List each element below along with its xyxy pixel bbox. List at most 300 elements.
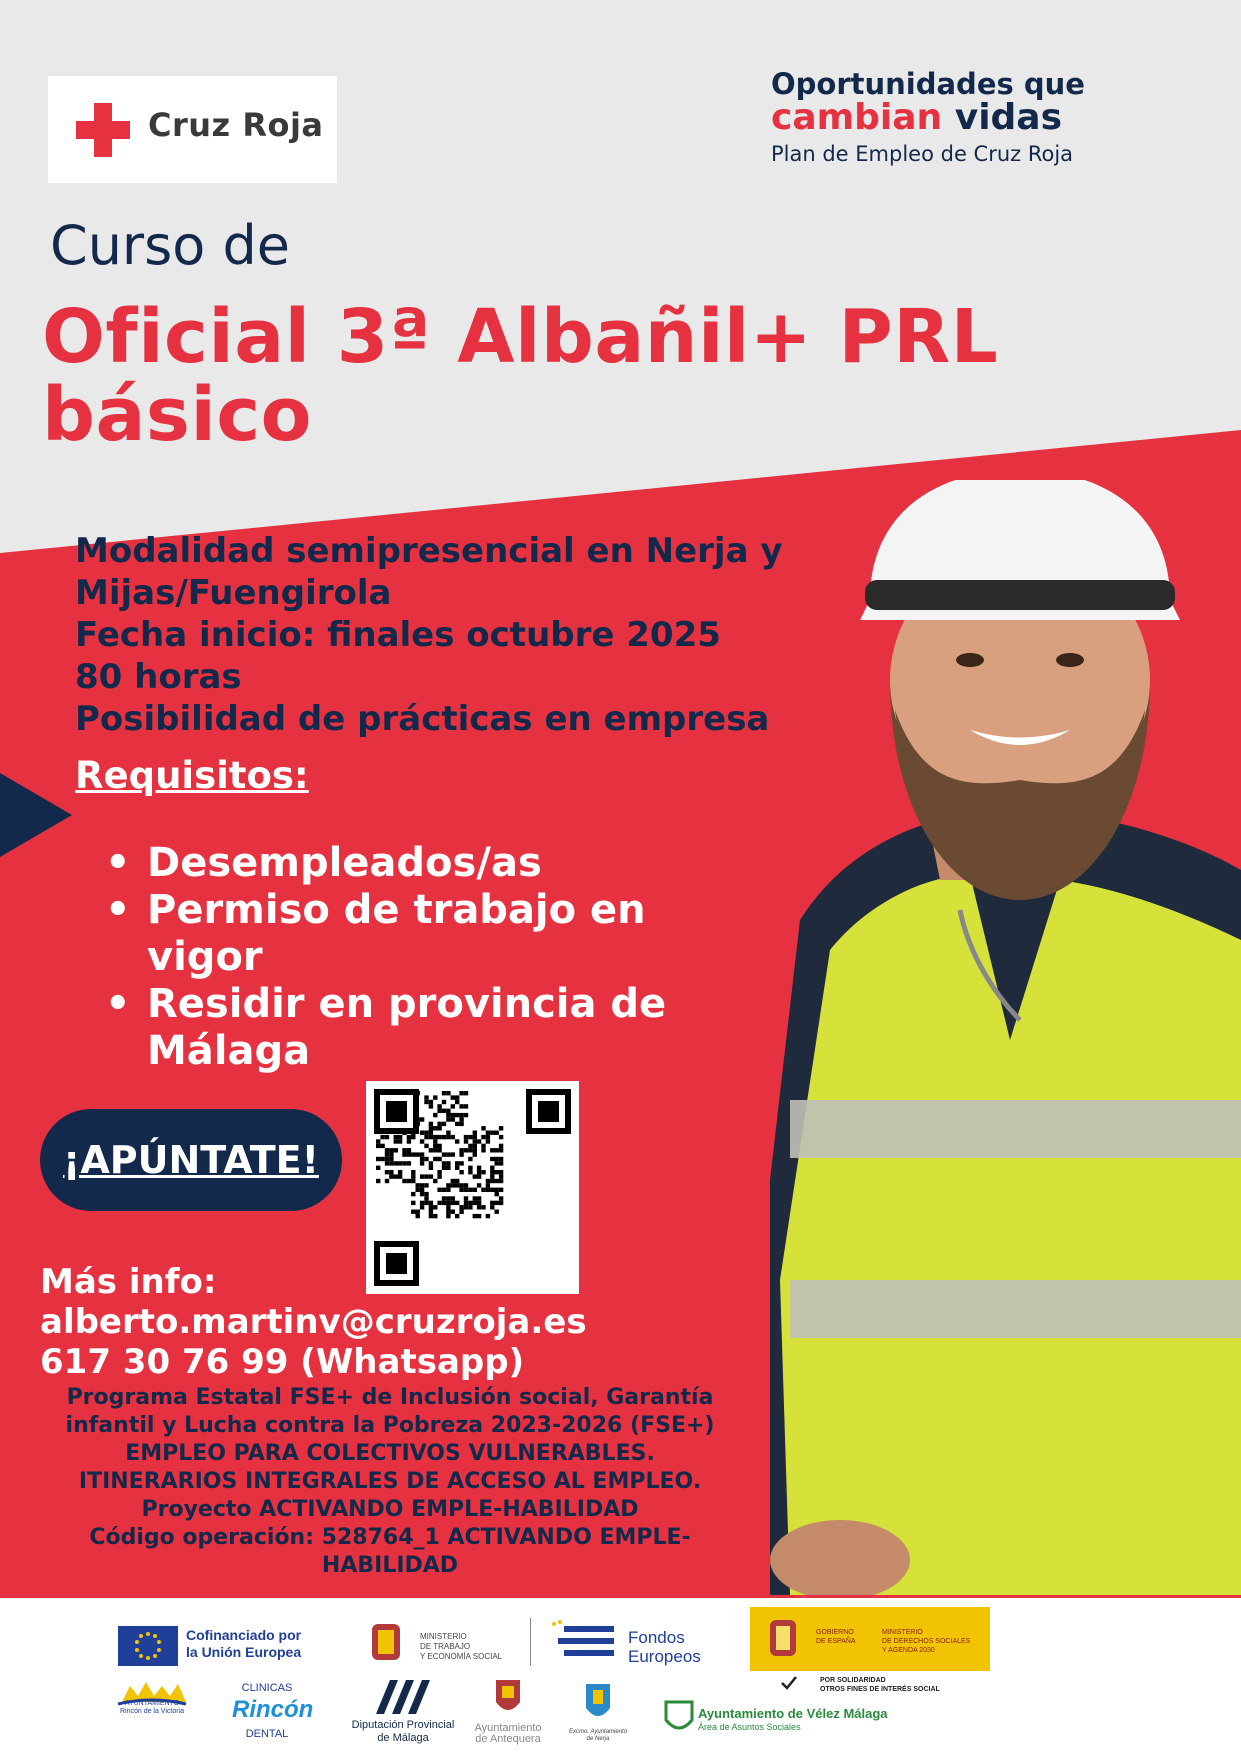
rincon-victoria-line: AYUNTAMIENTO (124, 1700, 180, 1707)
program-line: ITINERARIOS INTEGRALES DE ACCESO AL EMPLEO. (78, 1469, 702, 1494)
detail-line: Posibilidad de prácticas en empresa (75, 699, 770, 739)
divider (530, 1618, 531, 1666)
rincon-victoria-text (112, 1700, 192, 1716)
qr-module (416, 1183, 420, 1187)
qr-module (437, 1170, 441, 1174)
qr-module (411, 1174, 415, 1178)
qr-module (437, 1104, 441, 1108)
qr-module (464, 1188, 468, 1192)
course-details (75, 530, 783, 740)
gobierno-text (816, 1628, 856, 1646)
qr-module (424, 1135, 428, 1139)
qr-module (433, 1144, 437, 1148)
qr-module (424, 1192, 428, 1196)
program-line: HABILIDAD (321, 1553, 459, 1578)
fondos-line: Fondos (628, 1628, 685, 1647)
qr-module (477, 1201, 481, 1205)
qr-module (420, 1157, 424, 1161)
qr-module (402, 1152, 406, 1156)
course-pretitle: Curso de (50, 214, 290, 277)
qr-module (481, 1188, 485, 1192)
qr-module (473, 1188, 477, 1192)
qr-module (446, 1117, 450, 1121)
qr-module (429, 1148, 433, 1152)
qr-module (459, 1117, 463, 1121)
contact-phone[interactable]: 617 30 76 99 (Whatsapp) (40, 1342, 525, 1382)
qr-module (473, 1201, 477, 1205)
eu-flag-icon (118, 1626, 178, 1666)
qr-module (459, 1091, 463, 1095)
qr-module (442, 1152, 446, 1156)
requirement-item: • Permiso de trabajo en vigor (105, 887, 705, 981)
qr-module (380, 1135, 384, 1139)
diputacion-line: Diputación Provincial (351, 1719, 455, 1731)
qr-module (424, 1144, 428, 1148)
dental-text: DENTAL (245, 1728, 289, 1740)
qr-module (446, 1183, 450, 1187)
contact-label: Más info: (40, 1262, 217, 1302)
qr-module (499, 1126, 503, 1130)
qr-module (459, 1104, 463, 1108)
diputacion-line: de Málaga (377, 1732, 429, 1744)
qr-module (446, 1109, 450, 1113)
qr-module (455, 1183, 459, 1187)
solidaridad-text (820, 1676, 940, 1694)
qr-module (398, 1135, 402, 1139)
qr-module (385, 1170, 389, 1174)
qr-module (389, 1161, 393, 1165)
qr-module (429, 1104, 433, 1108)
qr-module (411, 1201, 415, 1205)
ministerio-derechos-line: DE DERECHOS SOCIALES (882, 1638, 971, 1645)
slogan-line-1: Oportunidades que (771, 67, 1085, 101)
qr-module (437, 1148, 441, 1152)
qr-module (442, 1166, 446, 1170)
qr-module (376, 1144, 380, 1148)
antequera-coat-of-arms-icon (494, 1676, 522, 1720)
navy-arrow-icon (0, 773, 72, 857)
qr-module (451, 1201, 455, 1205)
ministerio-line: DE TRABAJO (420, 1642, 471, 1651)
qr-module (481, 1126, 485, 1130)
spain-coat-of-arms-icon (760, 1614, 806, 1664)
qr-module (424, 1131, 428, 1135)
qr-module (455, 1095, 459, 1099)
qr-module (420, 1183, 424, 1187)
qr-module (402, 1161, 406, 1165)
qr-module (481, 1205, 485, 1209)
qr-module (455, 1113, 459, 1117)
qr-module (464, 1148, 468, 1152)
qr-module (437, 1157, 441, 1161)
qr-module (486, 1135, 490, 1139)
qr-module (429, 1135, 433, 1139)
qr-module (442, 1100, 446, 1104)
qr-module (464, 1201, 468, 1205)
course-title (42, 294, 1042, 458)
qr-module (468, 1188, 472, 1192)
qr-module (376, 1166, 380, 1170)
qr-module (464, 1205, 468, 1209)
qr-module (420, 1131, 424, 1135)
program-line: EMPLEO PARA COLECTIVOS VULNERABLES. (125, 1441, 655, 1466)
qr-module (446, 1210, 450, 1214)
antequera-text (470, 1723, 546, 1745)
qr-module (451, 1210, 455, 1214)
qr-module (477, 1170, 481, 1174)
qr-module (420, 1192, 424, 1196)
eu-text-line: la Unión Europea (186, 1644, 302, 1660)
detail-line: Mijas/Fuengirola (75, 573, 392, 613)
qr-module (490, 1131, 494, 1135)
qr-module (477, 1139, 481, 1143)
qr-module (389, 1148, 393, 1152)
qr-module (459, 1148, 463, 1152)
qr-module (464, 1183, 468, 1187)
red-cross-icon (76, 103, 130, 157)
qr-module (442, 1161, 446, 1165)
qr-module (468, 1166, 472, 1170)
qr-module (499, 1196, 503, 1200)
qr-module (468, 1157, 472, 1161)
qr-module (429, 1201, 433, 1205)
qr-module (451, 1117, 455, 1121)
qr-module (446, 1091, 450, 1095)
qr-module (429, 1214, 433, 1218)
nerja-coat-of-arms-icon (584, 1680, 612, 1726)
qr-module (490, 1148, 494, 1152)
qr-module (477, 1183, 481, 1187)
qr-module (442, 1201, 446, 1205)
qr-module (394, 1135, 398, 1139)
qr-module (424, 1100, 428, 1104)
fondos-line: Europeos (628, 1647, 701, 1666)
qr-module (451, 1104, 455, 1108)
contact-email[interactable]: alberto.martinv@cruzroja.es (40, 1302, 587, 1342)
qr-module (407, 1179, 411, 1183)
nerja-line: Excmo. Ayuntamiento (568, 1729, 628, 1735)
qr-module (437, 1109, 441, 1113)
detail-line: Fecha inicio: finales octubre 2025 (75, 615, 721, 655)
velez-malaga-text: Ayuntamiento de Vélez Málaga (698, 1706, 888, 1721)
qr-module (424, 1174, 428, 1178)
qr-module (468, 1135, 472, 1139)
qr-module (451, 1095, 455, 1099)
fondos-europeos-text (628, 1628, 701, 1666)
qr-module (416, 1152, 420, 1156)
qr-module (420, 1152, 424, 1156)
slogan (771, 68, 1101, 166)
qr-module (389, 1152, 393, 1156)
qr-module (481, 1144, 485, 1148)
spain-coat-of-arms-icon (360, 1616, 412, 1670)
qr-module (490, 1179, 494, 1183)
qr-module (376, 1157, 380, 1161)
qr-module (490, 1157, 494, 1161)
qr-module (446, 1161, 450, 1165)
qr-module (451, 1135, 455, 1139)
qr-module (424, 1183, 428, 1187)
qr-module (429, 1126, 433, 1130)
qr-module (486, 1139, 490, 1143)
qr-module (446, 1188, 450, 1192)
qr-module (429, 1100, 433, 1104)
qr-module (473, 1148, 477, 1152)
qr-module (429, 1174, 433, 1178)
nerja-line: de Nerja (586, 1736, 610, 1742)
qr-module (490, 1174, 494, 1178)
qr-module (464, 1135, 468, 1139)
qr-module (481, 1135, 485, 1139)
qr-module (451, 1152, 455, 1156)
qr-module (433, 1157, 437, 1161)
qr-module (446, 1205, 450, 1209)
qr-module (499, 1188, 503, 1192)
qr-module (411, 1170, 415, 1174)
qr-module (380, 1157, 384, 1161)
qr-module (424, 1196, 428, 1200)
qr-module (477, 1196, 481, 1200)
qr-module (433, 1179, 437, 1183)
rincon-victoria-line: Rincón de la Victoria (119, 1708, 185, 1715)
qr-module (446, 1196, 450, 1200)
qr-module (376, 1139, 380, 1143)
qr-module (473, 1174, 477, 1178)
velez-malaga-shield-icon (664, 1700, 694, 1736)
qr-module (429, 1205, 433, 1209)
eu-stars-icon (118, 1626, 178, 1666)
qr-module (486, 1183, 490, 1187)
qr-module (389, 1157, 393, 1161)
slogan-word-red: cambian (771, 97, 943, 138)
qr-module (490, 1205, 494, 1209)
qr-module (495, 1201, 499, 1205)
eu-text-line: Cofinanciado por (186, 1627, 302, 1643)
qr-module (495, 1161, 499, 1165)
qr-module (464, 1104, 468, 1108)
worker-photo (770, 480, 1241, 1595)
qr-module (446, 1166, 450, 1170)
qr-module (481, 1148, 485, 1152)
qr-module (411, 1152, 415, 1156)
qr-module (486, 1188, 490, 1192)
qr-module (411, 1135, 415, 1139)
requirements-title: Requisitos: (75, 754, 309, 797)
qr-module (411, 1210, 415, 1214)
solidaridad-line: OTROS FINES DE INTERÉS SOCIAL (820, 1686, 940, 1693)
qr-module (433, 1095, 437, 1099)
program-description (40, 1384, 740, 1580)
qr-module (411, 1179, 415, 1183)
qr-module (446, 1214, 450, 1218)
qr-module (407, 1152, 411, 1156)
rincon-dental-name: Rincón (232, 1696, 314, 1723)
qr-module (420, 1174, 424, 1178)
qr-module (455, 1122, 459, 1126)
qr-module (455, 1139, 459, 1143)
qr-module (464, 1113, 468, 1117)
qr-module (473, 1152, 477, 1156)
qr-module (437, 1122, 441, 1126)
qr-module (495, 1188, 499, 1192)
clinicas-text: CLINICAS (241, 1682, 293, 1694)
qr-module (385, 1161, 389, 1165)
qr-module (468, 1201, 472, 1205)
qr-module (389, 1174, 393, 1178)
qr-module (459, 1183, 463, 1187)
qr-module (473, 1131, 477, 1135)
qr-module (464, 1196, 468, 1200)
qr-module (420, 1161, 424, 1165)
qr-module (486, 1131, 490, 1135)
antequera-line: de Antequera (475, 1733, 541, 1745)
qr-module (385, 1148, 389, 1152)
qr-module (446, 1152, 450, 1156)
qr-module (451, 1179, 455, 1183)
qr-module (468, 1205, 472, 1209)
qr-module (442, 1109, 446, 1113)
qr-module (499, 1201, 503, 1205)
qr-module (429, 1161, 433, 1165)
qr-module (437, 1126, 441, 1130)
qr-module (437, 1144, 441, 1148)
qr-module (433, 1113, 437, 1117)
qr-module (385, 1135, 389, 1139)
qr-module (433, 1139, 437, 1143)
qr-module (464, 1139, 468, 1143)
qr-module (455, 1179, 459, 1183)
qr-module (451, 1113, 455, 1117)
qr-module (473, 1196, 477, 1200)
qr-module (499, 1144, 503, 1148)
gobierno-line: GOBIERNO (816, 1629, 854, 1636)
qr-module (495, 1148, 499, 1152)
qr-module (442, 1188, 446, 1192)
ministerio-trabajo-text (420, 1632, 502, 1662)
qr-module (459, 1113, 463, 1117)
qr-module (468, 1148, 472, 1152)
qr-module (495, 1157, 499, 1161)
qr-module (495, 1170, 499, 1174)
logo-text: Cruz Roja (148, 106, 324, 144)
qr-module (398, 1174, 402, 1178)
checkmark-icon (780, 1674, 798, 1692)
slogan-subtitle: Plan de Empleo de Cruz Roja (771, 142, 1074, 166)
qr-module (433, 1205, 437, 1209)
qr-module (433, 1148, 437, 1152)
qr-module (468, 1170, 472, 1174)
qr-module (490, 1166, 494, 1170)
qr-module (437, 1188, 441, 1192)
qr-module (429, 1210, 433, 1214)
qr-module (420, 1205, 424, 1209)
qr-module (380, 1144, 384, 1148)
requirement-item: • Residir en provincia de Málaga (105, 981, 705, 1075)
qr-module (490, 1170, 494, 1174)
qr-module (394, 1174, 398, 1178)
qr-module (495, 1210, 499, 1214)
qr-module (446, 1135, 450, 1139)
qr-module (473, 1214, 477, 1218)
qr-module (416, 1210, 420, 1214)
qr-module (394, 1161, 398, 1165)
qr-module (486, 1214, 490, 1218)
qr-module (429, 1122, 433, 1126)
eu-text (186, 1627, 301, 1661)
qr-module (420, 1201, 424, 1205)
qr-module (407, 1161, 411, 1165)
qr-module (389, 1170, 393, 1174)
program-line: Código operación: 528764_1 ACTIVANDO EMPLE- (89, 1525, 691, 1550)
program-line: Proyecto ACTIVANDO EMPLE-HABILIDAD (141, 1497, 639, 1522)
qr-module (416, 1188, 420, 1192)
qr-module (499, 1148, 503, 1152)
contact-info (40, 1262, 587, 1382)
fondos-europeos-icon (550, 1620, 620, 1664)
qr-module (477, 1214, 481, 1218)
qr-module (433, 1214, 437, 1218)
qr-module (420, 1139, 424, 1143)
qr-module (446, 1131, 450, 1135)
qr-module (433, 1126, 437, 1130)
qr-module (442, 1196, 446, 1200)
qr-module (429, 1131, 433, 1135)
qr-module (455, 1161, 459, 1165)
qr-module (398, 1139, 402, 1143)
qr-module (402, 1148, 406, 1152)
ministerio-derechos-line: MINISTERIO (882, 1629, 923, 1636)
program-line: Programa Estatal FSE+ de Inclusión social, Garantía (66, 1385, 714, 1410)
qr-module (459, 1210, 463, 1214)
qr-module (499, 1161, 503, 1165)
qr-module (411, 1192, 415, 1196)
diputacion-logo-icon (372, 1676, 432, 1716)
qr-module (495, 1179, 499, 1183)
qr-module (459, 1161, 463, 1165)
qr-module (402, 1179, 406, 1183)
qr-module (442, 1135, 446, 1139)
qr-module (442, 1122, 446, 1126)
qr-module (473, 1139, 477, 1143)
qr-module (468, 1144, 472, 1148)
qr-module (424, 1201, 428, 1205)
qr-module (499, 1174, 503, 1178)
ministerio-line: Y ECONOMÍA SOCIAL (420, 1652, 503, 1661)
requirement-item: • Desempleados/as (105, 840, 705, 887)
qr-module (459, 1170, 463, 1174)
gobierno-line: DE ESPAÑA (816, 1638, 856, 1645)
velez-malaga-subtitle: Área de Asuntos Sociales (698, 1722, 801, 1732)
detail-line: 80 horas (75, 657, 242, 697)
qr-module (495, 1192, 499, 1196)
qr-module (446, 1113, 450, 1117)
nerja-text (568, 1729, 628, 1743)
qr-module (437, 1135, 441, 1139)
qr-module (486, 1179, 490, 1183)
qr-module (455, 1214, 459, 1218)
apuntate-button[interactable]: ¡APÚNTATE! (40, 1109, 342, 1211)
qr-module (459, 1122, 463, 1126)
ministerio-line: MINISTERIO (420, 1632, 467, 1641)
qr-module (394, 1139, 398, 1143)
qr-module (429, 1166, 433, 1170)
qr-module (407, 1148, 411, 1152)
qr-module (477, 1166, 481, 1170)
diputacion-text (344, 1719, 462, 1745)
qr-module (477, 1174, 481, 1178)
qr-module (490, 1201, 494, 1205)
qr-module (424, 1095, 428, 1099)
